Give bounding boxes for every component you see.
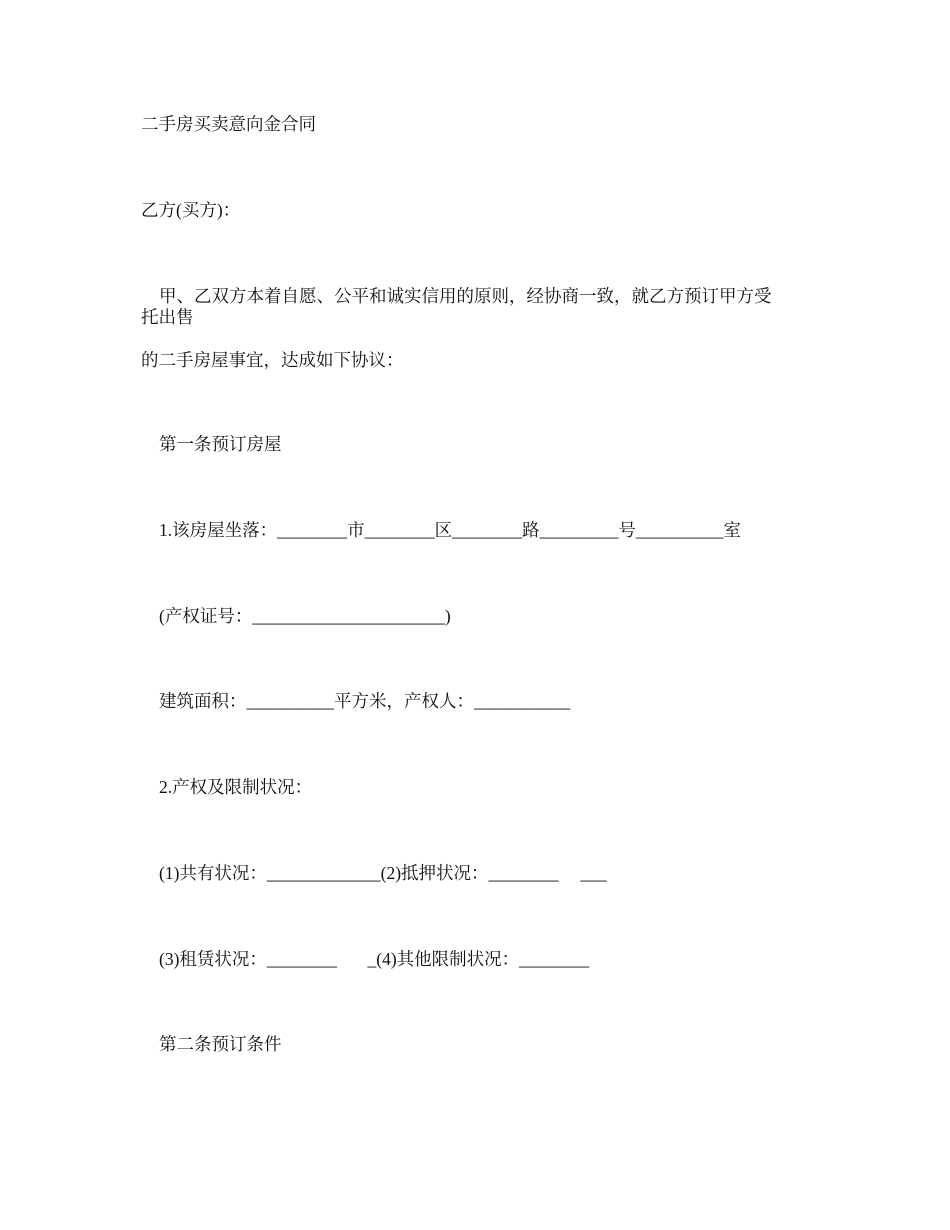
article-1-heading: 第一条预订房屋: [159, 434, 282, 454]
item-2-line-2: (3)租赁状况：________ _(4)其他限制状况：________: [159, 949, 590, 969]
item-1-area: 建筑面积：__________平方米，产权人：___________: [159, 691, 571, 711]
party-b-line: 乙方(买方)：: [141, 200, 241, 220]
intro-paragraph-line-2: 托出售: [141, 307, 194, 327]
intro-paragraph-line-3: 的二手房屋事宜，达成如下协议：: [141, 350, 404, 370]
article-2-heading: 第二条预订条件: [159, 1034, 282, 1054]
document-title: 二手房买卖意向金合同: [141, 114, 316, 134]
item-2-heading: 2.产权及限制状况：: [159, 777, 313, 797]
item-2-line-1: (1)共有状况：_____________(2)抵押状况：________ ___: [159, 863, 607, 883]
item-1-location: 1.该房屋坐落：________市________区________路_________号__________室: [159, 520, 741, 540]
intro-paragraph-line-1: 甲、乙双方本着自愿、公平和诚实信用的原则，经协商一致，就乙方预订甲方受: [159, 286, 772, 306]
item-1-certificate: (产权证号：______________________): [159, 606, 451, 626]
